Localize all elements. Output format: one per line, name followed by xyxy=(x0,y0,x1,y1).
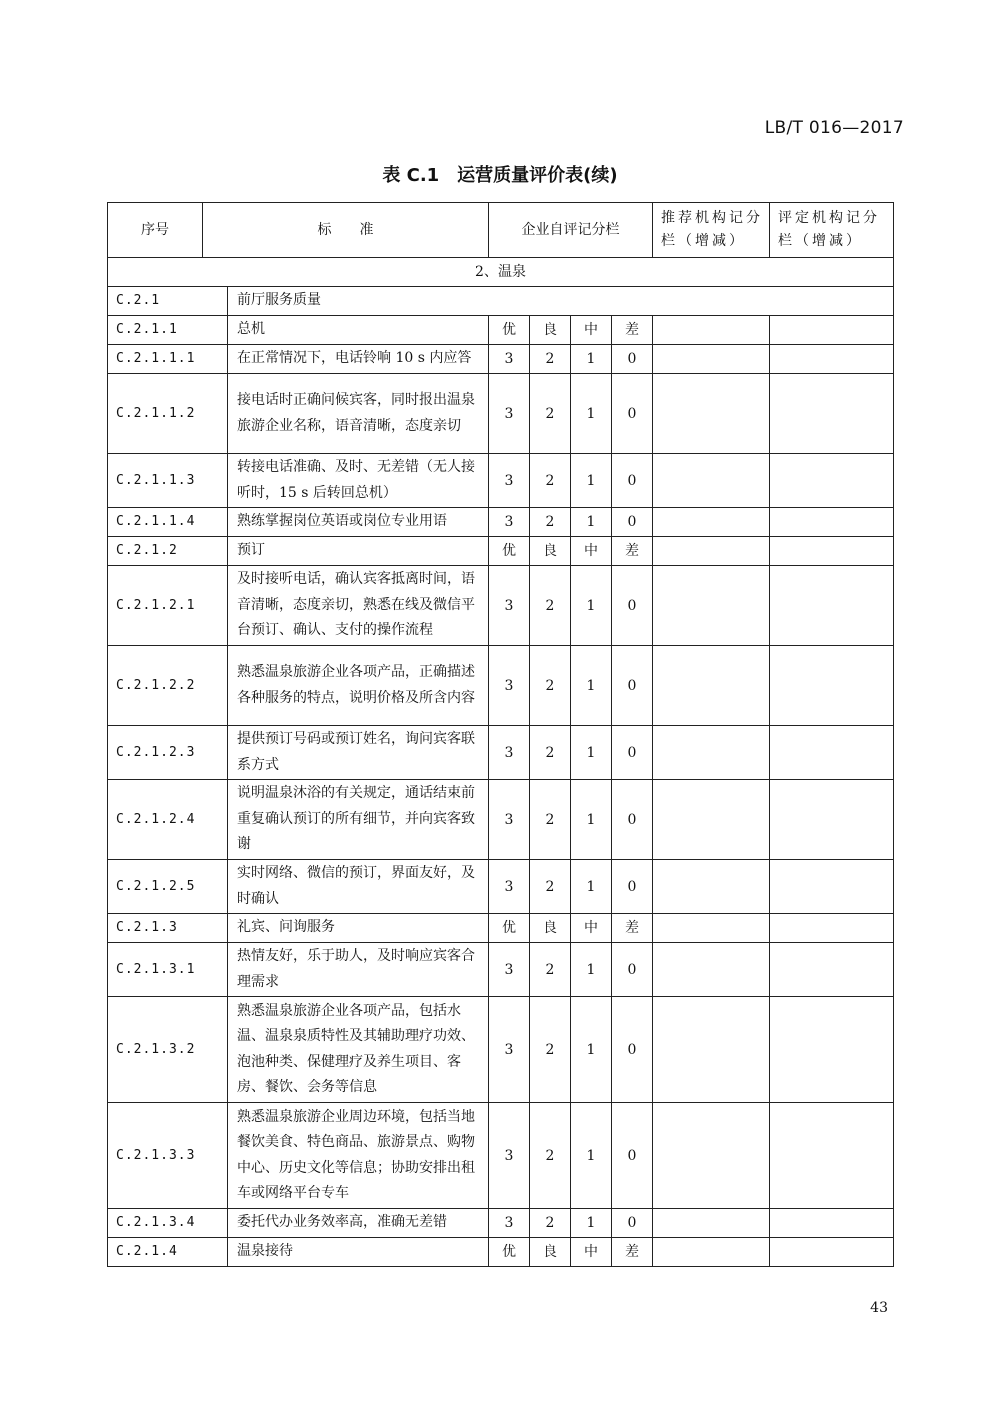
item-code: C.2.1.4 xyxy=(108,1238,228,1267)
score-value: 2 xyxy=(530,1103,571,1209)
item-standard: 转接电话准确、及时、无差错（无人接听时，15 s 后转回总机） xyxy=(228,454,489,508)
item-code: C.2.1.2.3 xyxy=(108,726,228,780)
recommend-score-cell xyxy=(653,537,770,566)
table-title: 表 C.1 运营质量评价表(续) xyxy=(382,165,618,186)
evaluate-score-cell xyxy=(770,566,894,646)
grade-label: 差 xyxy=(612,914,653,943)
table-row xyxy=(108,1209,894,1238)
score-value: 3 xyxy=(489,780,530,860)
score-value: 0 xyxy=(612,566,653,646)
subsection-code: C.2.1 xyxy=(108,287,228,316)
score-value: 3 xyxy=(489,860,530,914)
score-value: 0 xyxy=(612,1103,653,1209)
score-value: 1 xyxy=(571,454,612,508)
score-value: 0 xyxy=(612,860,653,914)
item-standard: 热情友好，乐于助人，及时响应宾客合理需求 xyxy=(228,943,489,997)
recommend-score-cell xyxy=(653,1209,770,1238)
document-code: LB/T 016—2017 xyxy=(764,118,904,138)
score-value: 2 xyxy=(530,860,571,914)
evaluate-score-cell xyxy=(770,374,894,454)
score-value: 1 xyxy=(571,780,612,860)
score-value: 1 xyxy=(571,566,612,646)
recommend-score-cell xyxy=(653,1238,770,1267)
recommend-score-cell xyxy=(653,1103,770,1209)
item-code: C.2.1.2.2 xyxy=(108,646,228,726)
recommend-score-cell xyxy=(653,726,770,780)
evaluation-table xyxy=(107,202,894,1267)
item-standard: 温泉接待 xyxy=(228,1238,489,1267)
grade-label: 良 xyxy=(530,914,571,943)
subsection-row xyxy=(108,287,894,316)
item-standard: 礼宾、问询服务 xyxy=(228,914,489,943)
table-row xyxy=(108,1103,894,1209)
section-title: 2、温泉 xyxy=(108,258,894,287)
score-value: 2 xyxy=(530,726,571,780)
grade-label: 差 xyxy=(612,537,653,566)
header-seq: 序号 xyxy=(108,203,203,258)
grade-label: 中 xyxy=(571,316,612,345)
item-code: C.2.1.3.4 xyxy=(108,1209,228,1238)
table-row xyxy=(108,997,894,1103)
score-value: 0 xyxy=(612,508,653,537)
table-row xyxy=(108,508,894,537)
table-row xyxy=(108,374,894,454)
header-evaluate-score: 评定机构记分栏（增减） xyxy=(770,203,894,258)
score-value: 3 xyxy=(489,943,530,997)
score-value: 2 xyxy=(530,646,571,726)
header-recommend-score: 推荐机构记分栏（增减） xyxy=(653,203,770,258)
header-standard: 标 准 xyxy=(203,203,489,258)
group-row xyxy=(108,914,894,943)
evaluate-score-cell xyxy=(770,646,894,726)
recommend-score-cell xyxy=(653,374,770,454)
item-standard: 接电话时正确问候宾客，同时报出温泉旅游企业名称，语音清晰，态度亲切 xyxy=(228,374,489,454)
score-value: 2 xyxy=(530,780,571,860)
item-standard: 熟悉温泉旅游企业各项产品，包括水温、温泉泉质特性及其辅助理疗功效、泡池种类、保健理疗及养生项目、客房、餐饮、会务等信息 xyxy=(228,997,489,1103)
evaluate-score-cell xyxy=(770,316,894,345)
score-value: 2 xyxy=(530,508,571,537)
evaluate-score-cell xyxy=(770,1209,894,1238)
evaluate-score-cell xyxy=(770,345,894,374)
recommend-score-cell xyxy=(653,646,770,726)
score-value: 1 xyxy=(571,726,612,780)
score-value: 3 xyxy=(489,646,530,726)
item-standard: 及时接听电话，确认宾客抵离时间，语音清晰，态度亲切，熟悉在线及微信平台预订、确认、支付的操作流程 xyxy=(228,566,489,646)
table-row xyxy=(108,646,894,726)
group-row xyxy=(108,1238,894,1267)
subsection-text: 前厅服务质量 xyxy=(228,287,894,316)
grade-label: 差 xyxy=(612,316,653,345)
grade-label: 中 xyxy=(571,914,612,943)
score-value: 2 xyxy=(530,566,571,646)
header-self-score: 企业自评记分栏 xyxy=(489,203,653,258)
item-standard: 说明温泉沐浴的有关规定，通话结束前重复确认预订的所有细节，并向宾客致谢 xyxy=(228,780,489,860)
item-standard: 熟练掌握岗位英语或岗位专业用语 xyxy=(228,508,489,537)
grade-label: 优 xyxy=(489,1238,530,1267)
grade-label: 优 xyxy=(489,537,530,566)
group-row xyxy=(108,316,894,345)
item-code: C.2.1.2.4 xyxy=(108,780,228,860)
score-value: 3 xyxy=(489,454,530,508)
table-row xyxy=(108,726,894,780)
evaluate-score-cell xyxy=(770,726,894,780)
score-value: 0 xyxy=(612,345,653,374)
score-value: 2 xyxy=(530,345,571,374)
score-value: 1 xyxy=(571,1103,612,1209)
item-standard: 预订 xyxy=(228,537,489,566)
evaluate-score-cell xyxy=(770,780,894,860)
score-value: 3 xyxy=(489,566,530,646)
score-value: 3 xyxy=(489,508,530,537)
score-value: 0 xyxy=(612,780,653,860)
item-code: C.2.1.2.5 xyxy=(108,860,228,914)
item-code: C.2.1.1.4 xyxy=(108,508,228,537)
score-value: 2 xyxy=(530,454,571,508)
item-code: C.2.1.3.1 xyxy=(108,943,228,997)
score-value: 0 xyxy=(612,1209,653,1238)
item-standard: 在正常情况下，电话铃响 10 s 内应答 xyxy=(228,345,489,374)
recommend-score-cell xyxy=(653,508,770,537)
evaluate-score-cell xyxy=(770,943,894,997)
evaluate-score-cell xyxy=(770,537,894,566)
grade-label: 良 xyxy=(530,537,571,566)
recommend-score-cell xyxy=(653,454,770,508)
score-value: 1 xyxy=(571,646,612,726)
item-code: C.2.1.1.2 xyxy=(108,374,228,454)
evaluate-score-cell xyxy=(770,997,894,1103)
item-standard: 熟悉温泉旅游企业周边环境，包括当地餐饮美食、特色商品、旅游景点、购物中心、历史文化等信息；协助安排出租车或网络平台专车 xyxy=(228,1103,489,1209)
score-value: 1 xyxy=(571,1209,612,1238)
score-value: 2 xyxy=(530,374,571,454)
recommend-score-cell xyxy=(653,860,770,914)
score-value: 0 xyxy=(612,997,653,1103)
item-standard: 委托代办业务效率高，准确无差错 xyxy=(228,1209,489,1238)
grade-label: 良 xyxy=(530,316,571,345)
section-row xyxy=(108,258,894,287)
score-value: 3 xyxy=(489,374,530,454)
score-value: 2 xyxy=(530,997,571,1103)
grade-label: 中 xyxy=(571,537,612,566)
recommend-score-cell xyxy=(653,316,770,345)
item-code: C.2.1.2.1 xyxy=(108,566,228,646)
grade-label: 差 xyxy=(612,1238,653,1267)
evaluate-score-cell xyxy=(770,508,894,537)
item-standard: 总机 xyxy=(228,316,489,345)
score-value: 1 xyxy=(571,943,612,997)
item-code: C.2.1.3.2 xyxy=(108,997,228,1103)
recommend-score-cell xyxy=(653,997,770,1103)
score-value: 0 xyxy=(612,454,653,508)
item-code: C.2.1.3 xyxy=(108,914,228,943)
score-value: 3 xyxy=(489,726,530,780)
score-value: 0 xyxy=(612,646,653,726)
score-value: 0 xyxy=(612,943,653,997)
table-row xyxy=(108,566,894,646)
table-header-row xyxy=(108,203,894,258)
evaluate-score-cell xyxy=(770,454,894,508)
table-row xyxy=(108,345,894,374)
grade-label: 优 xyxy=(489,914,530,943)
item-code: C.2.1.2 xyxy=(108,537,228,566)
score-value: 1 xyxy=(571,508,612,537)
evaluate-score-cell xyxy=(770,1103,894,1209)
page-number: 43 xyxy=(870,1300,888,1316)
evaluate-score-cell xyxy=(770,1238,894,1267)
score-value: 1 xyxy=(571,345,612,374)
score-value: 3 xyxy=(489,345,530,374)
item-standard: 熟悉温泉旅游企业各项产品，正确描述各种服务的特点，说明价格及所含内容 xyxy=(228,646,489,726)
recommend-score-cell xyxy=(653,345,770,374)
recommend-score-cell xyxy=(653,943,770,997)
table-row xyxy=(108,780,894,860)
grade-label: 中 xyxy=(571,1238,612,1267)
table-row xyxy=(108,943,894,997)
score-value: 1 xyxy=(571,860,612,914)
grade-label: 优 xyxy=(489,316,530,345)
evaluate-score-cell xyxy=(770,914,894,943)
recommend-score-cell xyxy=(653,566,770,646)
score-value: 3 xyxy=(489,1103,530,1209)
grade-label: 良 xyxy=(530,1238,571,1267)
item-code: C.2.1.3.3 xyxy=(108,1103,228,1209)
evaluate-score-cell xyxy=(770,860,894,914)
score-value: 0 xyxy=(612,374,653,454)
item-standard: 实时网络、微信的预订，界面友好，及时确认 xyxy=(228,860,489,914)
score-value: 0 xyxy=(612,726,653,780)
item-code: C.2.1.1.1 xyxy=(108,345,228,374)
score-value: 2 xyxy=(530,1209,571,1238)
table-row xyxy=(108,860,894,914)
item-standard: 提供预订号码或预订姓名，询问宾客联系方式 xyxy=(228,726,489,780)
recommend-score-cell xyxy=(653,780,770,860)
score-value: 3 xyxy=(489,1209,530,1238)
score-value: 3 xyxy=(489,997,530,1103)
score-value: 2 xyxy=(530,943,571,997)
score-value: 1 xyxy=(571,374,612,454)
item-code: C.2.1.1 xyxy=(108,316,228,345)
recommend-score-cell xyxy=(653,914,770,943)
item-code: C.2.1.1.3 xyxy=(108,454,228,508)
group-row xyxy=(108,537,894,566)
score-value: 1 xyxy=(571,997,612,1103)
table-row xyxy=(108,454,894,508)
